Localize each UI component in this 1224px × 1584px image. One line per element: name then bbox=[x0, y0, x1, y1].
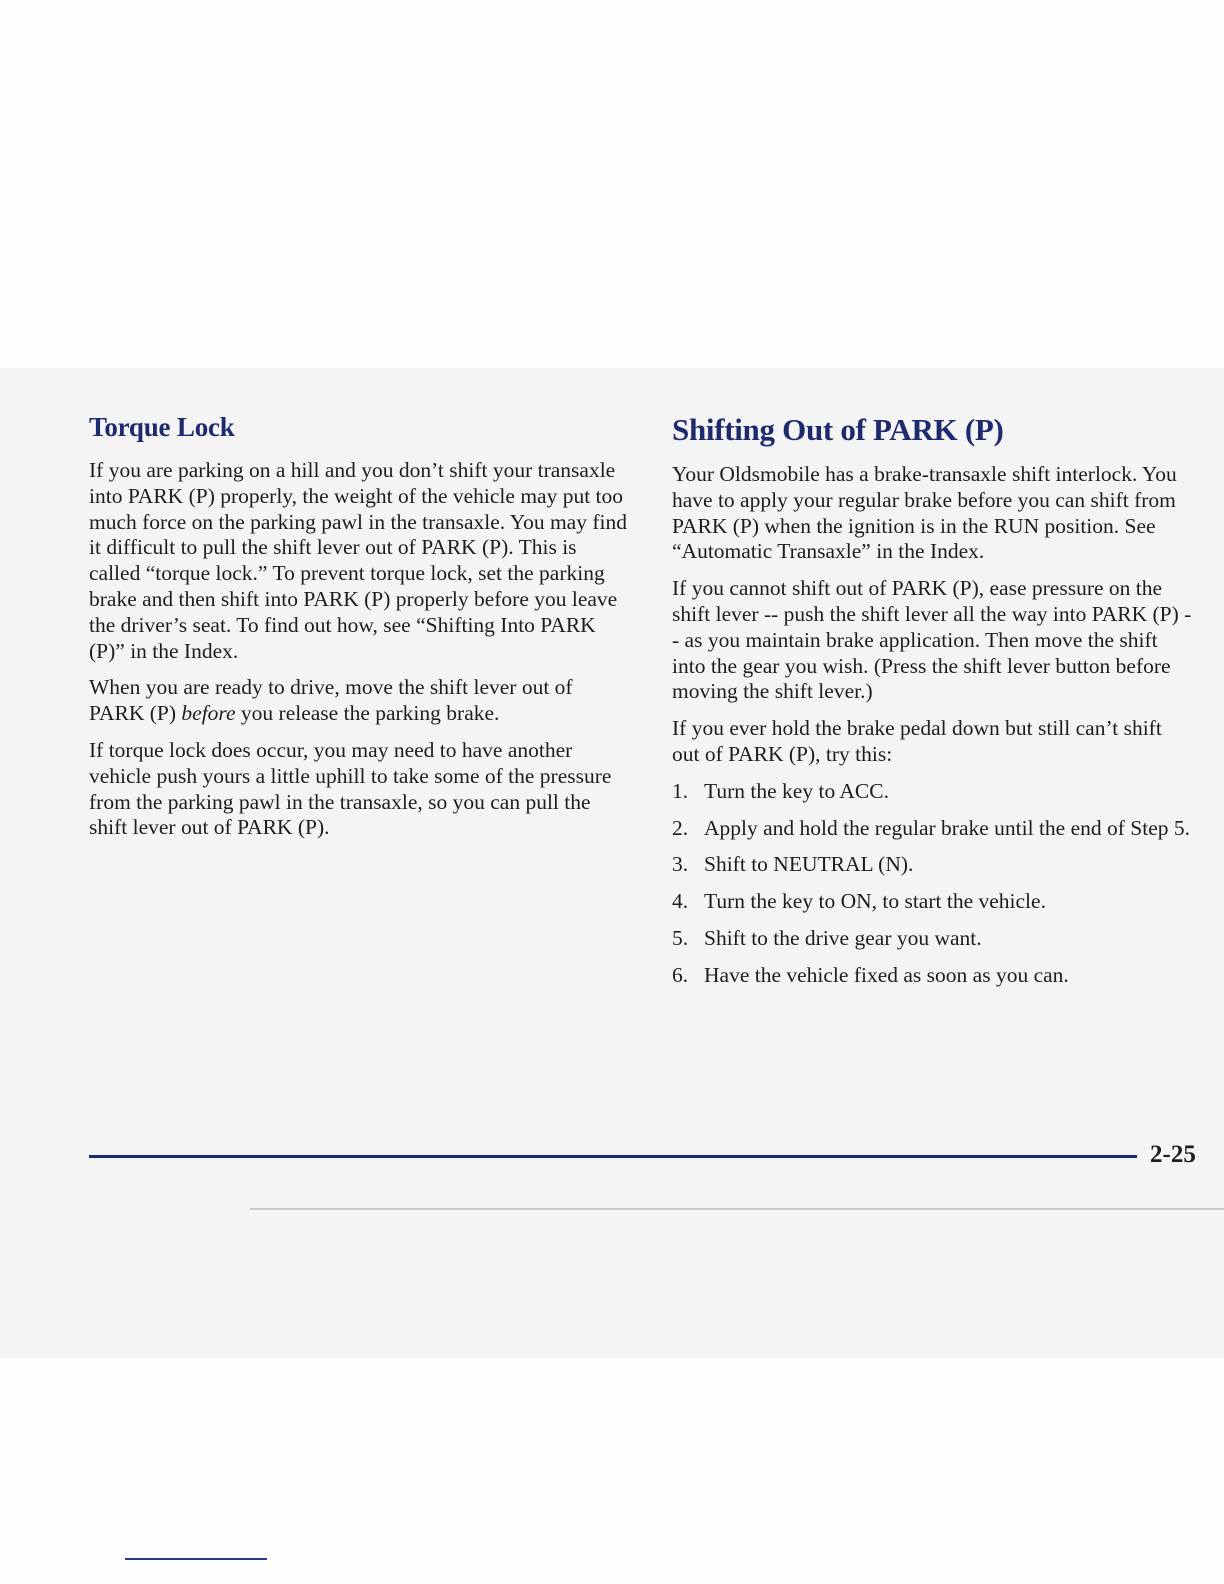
ready-to-drive-text-end: you release the parking brake. bbox=[235, 701, 500, 726]
step-number: 6. bbox=[672, 962, 689, 987]
section-heading-torque-lock: Torque Lock bbox=[89, 412, 235, 442]
step-text: Shift to NEUTRAL (N). bbox=[704, 852, 914, 877]
step-text: Apply and hold the regular brake until the end of Step 5. bbox=[704, 815, 1191, 840]
list-item bbox=[672, 963, 1192, 989]
step-text: Turn the key to ACC. bbox=[704, 778, 889, 803]
step-number: 5. bbox=[672, 925, 689, 950]
step-number: 4. bbox=[672, 889, 689, 914]
paragraph-torque-lock-intro: If you are parking on a hill and you don’t shift your transaxle into PARK (P) properly, the weight of the vehicle may put too much force on the parking pawl in the transaxle. You may find it difficult to pull the shift lever out of PARK (P). This is called “torque lock.” To prevent torque lock, set the parking brake and then shift into PARK (P) properly before you leave the driver’s seat. To find out how, see “Shifting Into PARK (P)” in the Index. bbox=[89, 458, 627, 663]
bottom-rule-mark bbox=[125, 1558, 267, 1560]
steps-list bbox=[672, 779, 1192, 989]
step-text: Turn the key to ON, to start the vehicle. bbox=[704, 889, 1046, 914]
paragraph-ready-to-drive bbox=[89, 675, 629, 727]
list-item bbox=[672, 816, 1192, 842]
section-heading-shifting-out-of-park: Shifting Out of PARK (P) bbox=[672, 412, 1004, 447]
step-number: 3. bbox=[672, 852, 689, 877]
step-text: Shift to the drive gear you want. bbox=[704, 925, 982, 950]
list-item bbox=[672, 779, 1192, 805]
paragraph-cannot-shift: If you cannot shift out of PARK (P), ease pressure on the shift lever -- push the shift lever all the way into PARK (P) -- as you maintain brake application. Then move the shift into the gear you wish. (Press the shift lever button before moving the shift lever.) bbox=[672, 576, 1192, 704]
list-item bbox=[672, 889, 1192, 915]
step-number: 2. bbox=[672, 815, 689, 840]
step-number: 1. bbox=[672, 778, 689, 803]
right-column bbox=[672, 410, 1192, 1000]
paragraph-shift-interlock: Your Oldsmobile has a brake-transaxle shift interlock. You have to apply your regular brake before you can shift from PARK (P) when the ignition is in the RUN position. See “Automatic Transaxle” in the Index. bbox=[672, 462, 1177, 564]
footer-divider bbox=[89, 1155, 1137, 1158]
paragraph-try-this: If you ever hold the brake pedal down but still can’t shift out of PARK (P), try this: bbox=[672, 716, 1162, 766]
page-number: 2-25 bbox=[1150, 1141, 1196, 1168]
list-item bbox=[672, 852, 1192, 878]
scan-divider bbox=[250, 1208, 1224, 1210]
step-text: Have the vehicle fixed as soon as you can. bbox=[704, 962, 1069, 987]
emphasis-before: before bbox=[181, 701, 236, 726]
list-item bbox=[672, 926, 1192, 952]
paragraph-torque-lock-occurs: If torque lock does occur, you may need to have another vehicle push yours a little uphill to take some of the pressure from the parking pawl in the transaxle, so you can pull the shift lever out of PARK (P). bbox=[89, 737, 612, 840]
ready-to-drive-text-start: When you are ready to drive, move the shift lever out of PARK (P) bbox=[89, 675, 573, 726]
left-column bbox=[89, 410, 629, 852]
